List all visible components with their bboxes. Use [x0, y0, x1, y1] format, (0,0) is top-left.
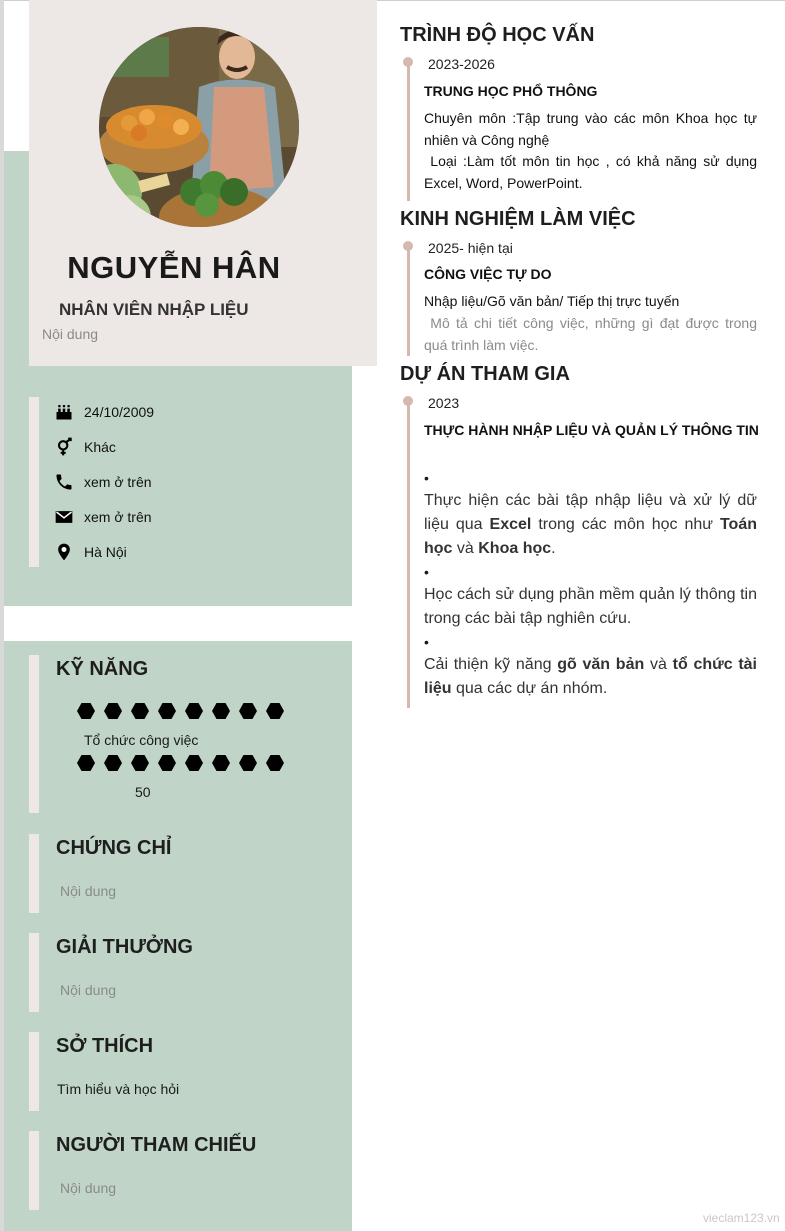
address-text: Hà Nội	[84, 544, 127, 560]
skill-label-1: Tổ chức công việc	[84, 732, 199, 748]
references-content: Nội dung	[60, 1180, 117, 1196]
certificates-accent-bar	[29, 834, 39, 913]
gender-icon	[54, 437, 74, 457]
project-name: THỰC HÀNH NHẬP LIỆU VÀ QUẢN LÝ THÔNG TIN	[424, 422, 759, 438]
project-bullet-3: Cải thiện kỹ năng gõ văn bản và tổ chức tài liệu qua các dự án nhóm.	[424, 656, 757, 697]
experience-company: CÔNG VIỆC TỰ DO	[424, 266, 552, 282]
education-grade: Loại :Làm tốt môn tin học , có khả năng sử dụng Excel, Word, PowerPoint.	[424, 153, 761, 191]
contact-accent-bar	[29, 397, 39, 567]
project-bullet-2: Học cách sử dụng phần mềm quản lý thông tin trong các bài tập nghiên cứu.	[424, 586, 757, 627]
hobbies-accent-bar	[29, 1032, 39, 1111]
profile-summary: Nội dung	[42, 326, 99, 342]
hobbies-title: SỞ THÍCH	[56, 1035, 154, 1057]
skills-accent-bar	[29, 655, 39, 813]
education-major: Chuyên môn :Tập trung vào các môn Khoa học tự nhiên và Công nghệ	[424, 110, 757, 148]
experience-description: Mô tả chi tiết công việc, những gì đạt được trong quá trình làm việc.	[424, 315, 761, 353]
project-bullet-marker: •	[424, 470, 429, 486]
contact-address	[54, 542, 127, 562]
contact-birthday	[54, 402, 154, 422]
phone-icon	[54, 472, 74, 492]
awards-content: Nội dung	[60, 982, 117, 998]
projects-timeline-dot	[403, 396, 413, 406]
references-accent-bar	[29, 1131, 39, 1210]
experience-timeline	[407, 246, 410, 356]
gender-text: Khác	[84, 439, 116, 455]
education-timeline	[407, 62, 410, 201]
project-bullet-marker: •	[424, 564, 429, 580]
education-date: 2023-2026	[428, 56, 495, 72]
contact-gender	[54, 437, 116, 457]
cake-icon	[54, 402, 74, 422]
candidate-name: NGUYỄN HÂN	[67, 250, 281, 285]
project-bullet-1: Thực hiện các bài tập nhập liệu và xử lý dữ liệu qua Excel trong các môn học như Toán học và Khoa học.	[424, 492, 757, 557]
email-text: xem ở trên	[84, 509, 152, 525]
experience-timeline-dot	[403, 241, 413, 251]
site-watermark: vieclam123.vn	[703, 1211, 780, 1225]
job-title: NHÂN VIÊN NHẬP LIỆU	[59, 300, 249, 319]
certificates-title: CHỨNG CHỈ	[56, 837, 172, 859]
phone-text: xem ở trên	[84, 474, 152, 490]
projects-title: DỰ ÁN THAM GIA	[400, 363, 570, 385]
email-icon	[54, 507, 74, 527]
skill-level-dots-1	[77, 703, 293, 719]
experience-date: 2025- hiện tại	[428, 240, 513, 256]
contact-email	[54, 507, 152, 527]
avatar	[99, 27, 299, 227]
education-timeline-dot	[403, 57, 413, 67]
location-pin-icon	[54, 542, 74, 562]
projects-timeline	[407, 401, 410, 708]
projects-date: 2023	[428, 395, 460, 411]
experience-position: Nhập liệu/Gõ văn bản/ Tiếp thị trực tuyến	[424, 293, 680, 309]
references-title: NGƯỜI THAM CHIẾU	[56, 1134, 257, 1156]
skill-label-2: 50	[135, 784, 151, 800]
birthday-text: 24/10/2009	[84, 404, 155, 420]
certificates-content: Nội dung	[60, 883, 117, 899]
experience-title: KINH NGHIỆM LÀM VIỆC	[400, 208, 636, 230]
awards-accent-bar	[29, 933, 39, 1012]
hobbies-content: Tìm hiểu và học hỏi	[57, 1081, 180, 1097]
project-bullet-marker: •	[424, 634, 429, 650]
skill-level-dots-2	[77, 755, 293, 771]
education-title: TRÌNH ĐỘ HỌC VẤN	[400, 24, 595, 46]
education-school: TRUNG HỌC PHỔ THÔNG	[424, 83, 598, 99]
skills-title: KỸ NĂNG	[56, 658, 149, 680]
awards-title: GIẢI THƯỞNG	[56, 936, 193, 958]
contact-phone	[54, 472, 152, 492]
